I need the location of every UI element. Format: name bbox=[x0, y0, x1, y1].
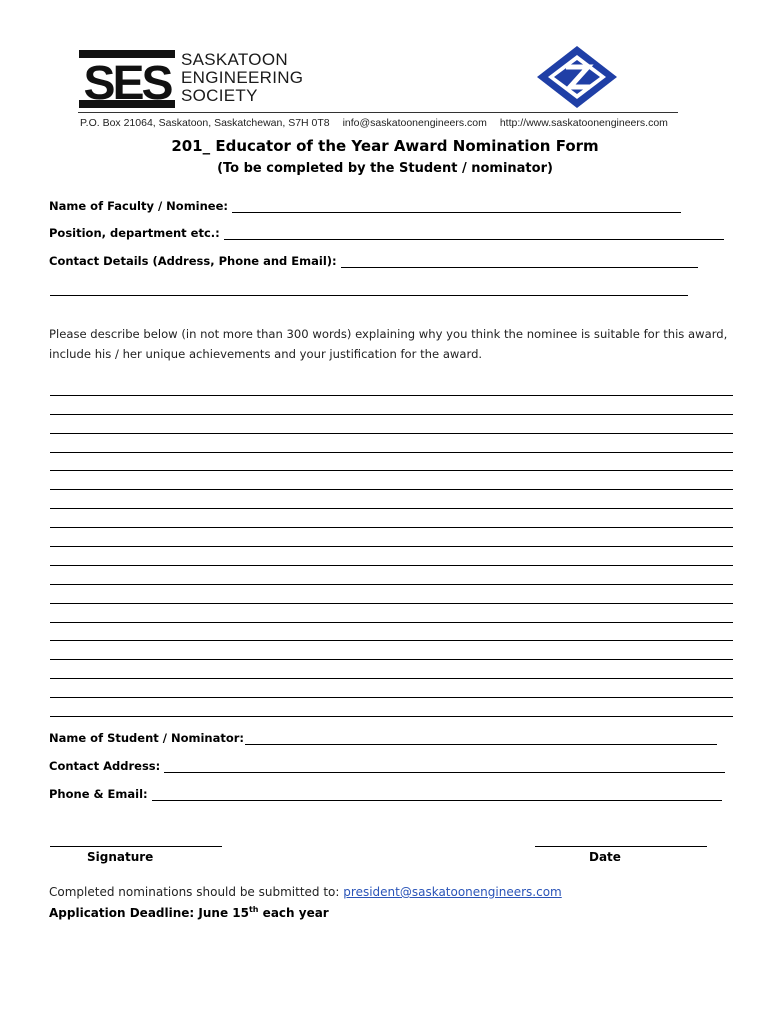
student-label: Name of Student / Nominator: bbox=[49, 731, 245, 745]
header-divider bbox=[78, 112, 678, 113]
description-writing-area[interactable] bbox=[50, 377, 733, 717]
application-deadline bbox=[49, 905, 329, 920]
writing-line[interactable] bbox=[50, 528, 733, 547]
contact-address-input-line[interactable] bbox=[164, 760, 725, 773]
student-field bbox=[49, 731, 717, 745]
form-title: 201_ Educator of the Year Award Nomination Form bbox=[171, 137, 599, 155]
writing-line[interactable] bbox=[50, 490, 733, 509]
faculty-field bbox=[49, 199, 681, 213]
submit-email-link[interactable]: president@saskatoonengineers.com bbox=[343, 885, 562, 899]
contact-address-line bbox=[80, 117, 684, 129]
writing-line[interactable] bbox=[50, 377, 733, 396]
date-label: Date bbox=[589, 850, 621, 864]
org-line-2: ENGINEERING bbox=[181, 68, 304, 87]
writing-line[interactable] bbox=[50, 566, 733, 585]
contact-details-extra-line[interactable] bbox=[50, 295, 688, 296]
writing-line[interactable] bbox=[50, 453, 733, 472]
writing-line[interactable] bbox=[50, 660, 733, 679]
description-prompt: Please describe below (in not more than 300 words) explaining why you think the nominee is suitable for this award, include his / her unique achievements and your justification for the award. bbox=[49, 327, 728, 361]
ses-logo bbox=[79, 50, 175, 108]
org-email: info@saskatoonengineers.com bbox=[342, 117, 487, 129]
phone-email-input-line[interactable] bbox=[152, 788, 722, 801]
signature-line[interactable] bbox=[50, 846, 222, 847]
writing-line[interactable] bbox=[50, 396, 733, 415]
org-line-1: SASKATOON bbox=[181, 50, 288, 69]
contact-details-input-line[interactable] bbox=[341, 255, 698, 268]
deadline-ordinal: th bbox=[248, 905, 259, 914]
deadline-suffix: each year bbox=[258, 906, 329, 920]
phone-email-label: Phone & Email: bbox=[49, 787, 148, 801]
signature-label: Signature bbox=[87, 850, 154, 864]
writing-line[interactable] bbox=[50, 604, 733, 623]
deadline-text: Application Deadline: June 15 bbox=[49, 906, 249, 920]
organization-name bbox=[181, 51, 303, 105]
writing-line[interactable] bbox=[50, 434, 733, 453]
faculty-label: Name of Faculty / Nominee: bbox=[49, 199, 229, 213]
submission-instructions bbox=[49, 885, 562, 899]
writing-line[interactable] bbox=[50, 698, 733, 717]
writing-line[interactable] bbox=[50, 415, 733, 434]
contact-address-label: Contact Address: bbox=[49, 759, 161, 773]
org-line-3: SOCIETY bbox=[181, 86, 258, 105]
writing-line[interactable] bbox=[50, 585, 733, 604]
position-label: Position, department etc.: bbox=[49, 226, 220, 240]
org-website: http://www.saskatoonengineers.com bbox=[499, 117, 668, 129]
writing-line[interactable] bbox=[50, 471, 733, 490]
writing-line[interactable] bbox=[50, 509, 733, 528]
faculty-input-line[interactable] bbox=[232, 200, 681, 213]
contact-address-field bbox=[49, 759, 725, 773]
student-input-line[interactable] bbox=[245, 732, 717, 745]
date-line[interactable] bbox=[535, 846, 707, 847]
contact-details-field bbox=[49, 254, 698, 268]
form-subtitle: (To be completed by the Student / nominator) bbox=[217, 161, 553, 176]
position-field bbox=[49, 226, 724, 240]
phone-email-field bbox=[49, 787, 722, 801]
writing-line[interactable] bbox=[50, 623, 733, 642]
writing-line[interactable] bbox=[50, 679, 733, 698]
writing-line[interactable] bbox=[50, 547, 733, 566]
ses-logo-text: SES bbox=[83, 57, 171, 108]
submit-text: Completed nominations should be submitted to: bbox=[49, 885, 340, 899]
position-input-line[interactable] bbox=[224, 227, 724, 240]
postal-address: P.O. Box 21064, Saskatoon, Saskatchewan, S7H 0T8 bbox=[80, 117, 330, 129]
engineering-diamond-logo bbox=[536, 45, 618, 109]
writing-line[interactable] bbox=[50, 641, 733, 660]
contact-details-label: Contact Details (Address, Phone and Email): bbox=[49, 254, 337, 268]
